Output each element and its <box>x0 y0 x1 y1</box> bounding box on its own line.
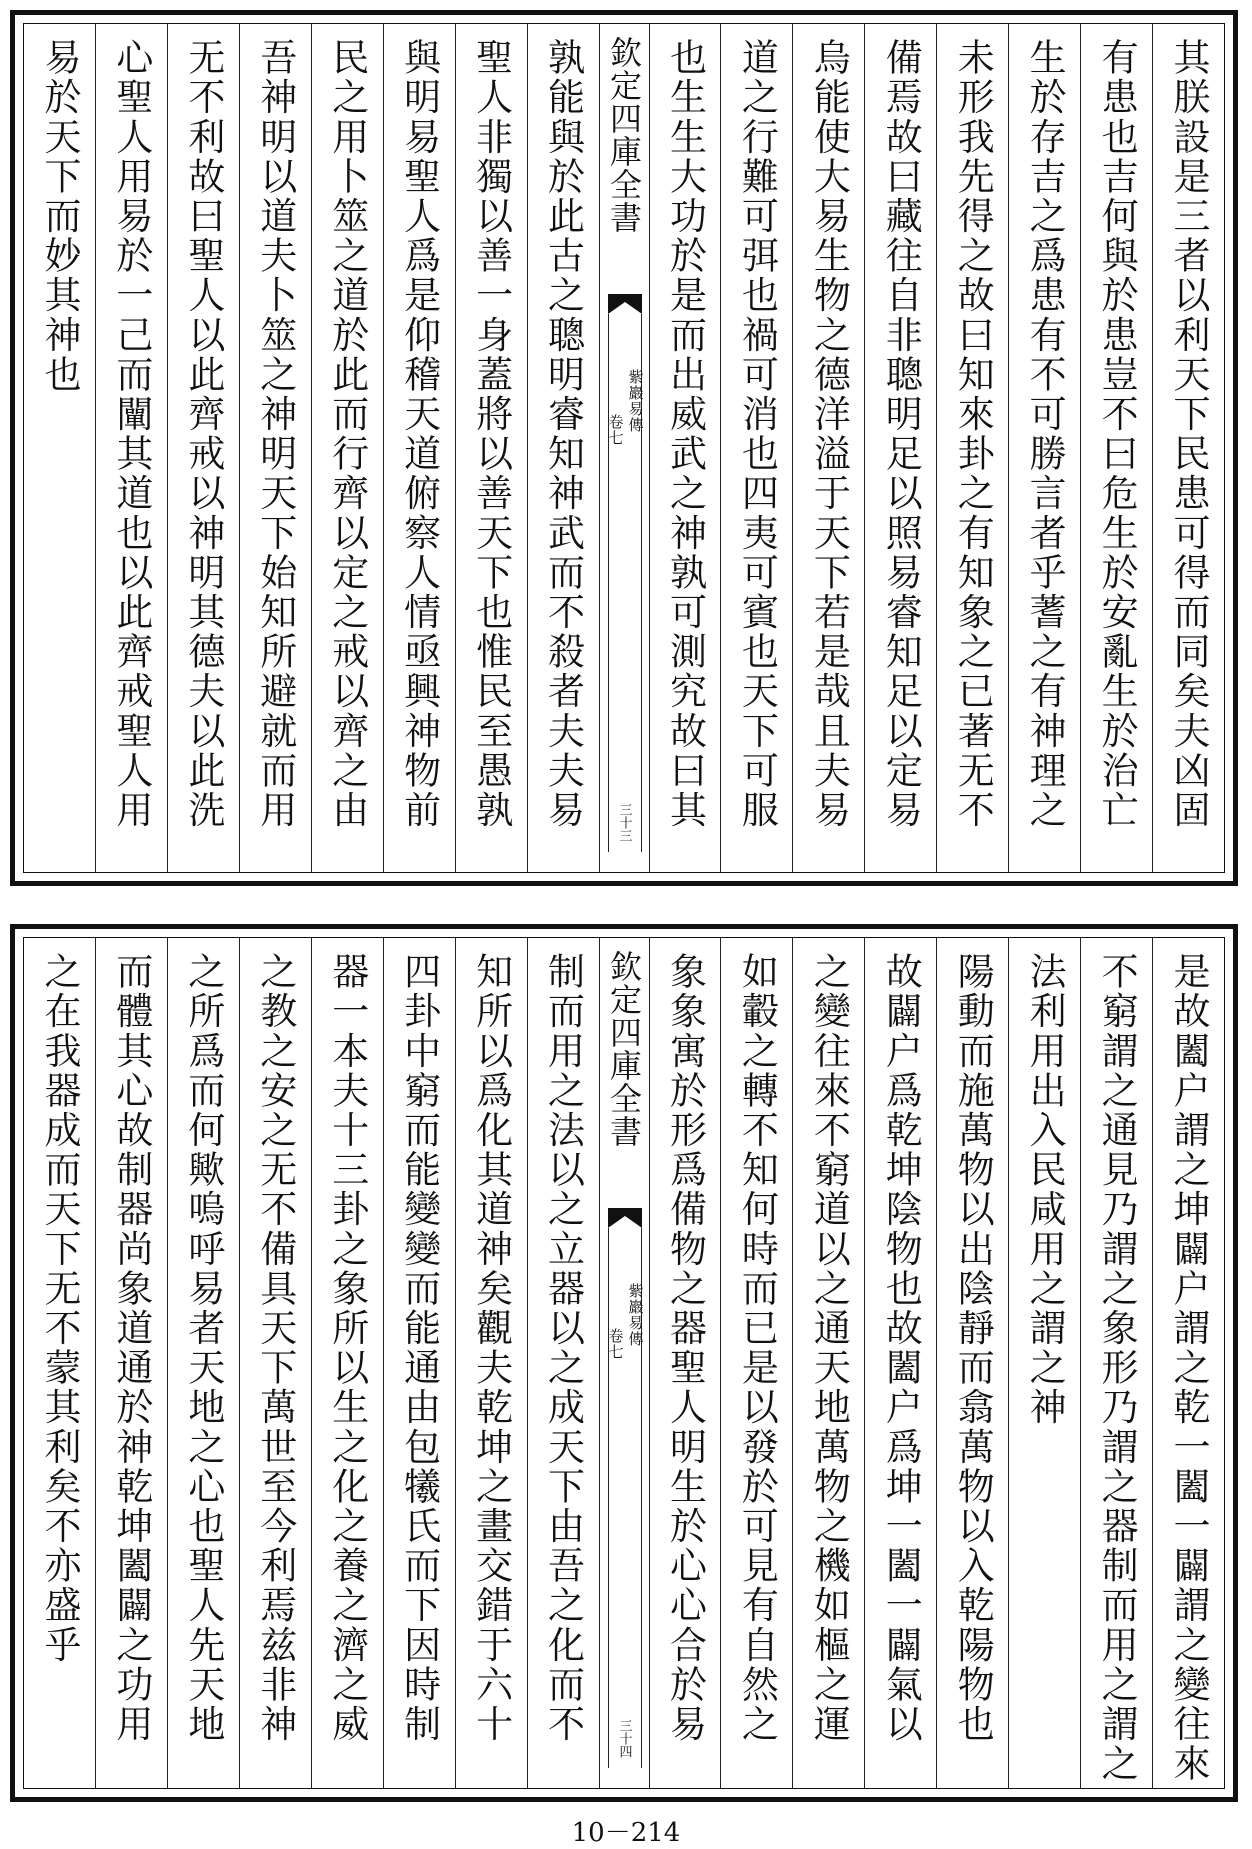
book-name: 紫巖易傳 <box>626 1283 645 1347</box>
fish-tail-mark-icon <box>608 294 642 314</box>
column-text: 无不利故曰聖人以此齊戒以神明其德夫以此洗 <box>181 38 225 830</box>
text-column <box>864 938 936 1788</box>
text-column <box>1152 24 1224 872</box>
text-column <box>24 24 95 872</box>
column-text: 如轂之轉不知何時而已是以發於可見有自然之 <box>735 952 779 1744</box>
book-name: 紫巖易傳 <box>626 369 645 433</box>
text-column <box>1080 24 1152 872</box>
page-number: 10－214 <box>571 1818 681 1848</box>
column-text: 有患也吉何與於患豈不曰危生於安亂生於治亡 <box>1095 38 1139 830</box>
text-column <box>649 24 721 872</box>
text-column <box>1008 938 1080 1788</box>
text-column <box>383 24 455 872</box>
text-column <box>792 24 864 872</box>
column-text: 烏能使大易生物之德洋溢于天下若是哉且夫易 <box>807 38 851 830</box>
bottom-page-text-frame <box>23 937 1225 1789</box>
text-column <box>239 938 311 1788</box>
text-column <box>24 938 95 1788</box>
column-text: 民之用卜筮之道於此而行齊以定之戒以齊之由 <box>325 38 369 830</box>
column-text: 其朕設是三者以利天下民患可得而同矣夫凶固 <box>1167 38 1211 830</box>
column-text: 器一本夫十三卦之象所以生之化之養之濟之威 <box>325 952 369 1744</box>
text-column <box>527 24 599 872</box>
juan-number: 卷七 <box>606 414 625 446</box>
library-title: 欽定四庫全書 <box>605 36 643 234</box>
column-text: 之所爲而何歟嗚呼易者天地之心也聖人先天地 <box>181 952 225 1744</box>
text-column <box>864 24 936 872</box>
text-column <box>792 938 864 1788</box>
column-text: 易於天下而妙其神也 <box>37 38 81 395</box>
text-column <box>649 938 721 1788</box>
column-text: 與明易聖人爲是仰稽天道俯察人情亟興神物前 <box>397 38 441 830</box>
column-text: 備焉故曰藏往自非聰明足以照易睿知足以定易 <box>879 38 923 830</box>
column-text: 道之行難可弭也禍可消也四夷可賓也天下可服 <box>735 38 779 830</box>
column-text: 陽動而施萬物以出陰靜而翕萬物以入乾陽物也 <box>951 952 995 1744</box>
column-text: 之教之安之无不備具天下萬世至今利焉兹非神 <box>253 952 297 1744</box>
bottom-page <box>10 924 1238 1802</box>
column-text: 之在我器成而天下无不蒙其利矣不亦盛乎 <box>37 952 81 1665</box>
text-column <box>455 24 527 872</box>
column-text: 孰能與於此古之聰明睿知神武而不殺者夫夫易 <box>541 38 585 830</box>
top-page-text-frame <box>23 23 1225 873</box>
text-column <box>167 24 239 872</box>
text-column <box>311 24 383 872</box>
column-text: 是故闔户謂之坤闢户謂之乾一闔一闢謂之變往來 <box>1167 952 1211 1784</box>
column-text: 吾神明以道夫卜筮之神明天下始知所避就而用 <box>253 38 297 830</box>
center-fold-column <box>599 24 649 872</box>
text-column <box>527 938 599 1788</box>
text-column <box>936 938 1008 1788</box>
text-column <box>455 938 527 1788</box>
text-column <box>720 938 792 1788</box>
column-text: 四卦中窮而能變變而能通由包犧氏而下因時制 <box>397 952 441 1744</box>
text-column <box>311 938 383 1788</box>
column-text: 心聖人用易於一己而闡其道也以此齊戒聖人用 <box>109 38 153 830</box>
text-column <box>1080 938 1152 1788</box>
column-text: 而體其心故制器尚象道通於神乾坤闔闢之功用 <box>109 952 153 1744</box>
column-text: 生於存吉之爲患有不可勝言者乎蓍之有神理之 <box>1023 38 1067 830</box>
text-column <box>383 938 455 1788</box>
text-column <box>1008 24 1080 872</box>
column-text: 制而用之法以之立器以之成天下由吾之化而不 <box>541 952 585 1744</box>
column-text: 知所以爲化其道神矣觀夫乾坤之畫交錯于六十 <box>469 952 513 1744</box>
column-text: 之變往來不窮道以之通天地萬物之機如樞之運 <box>807 952 851 1744</box>
library-title: 欽定四庫全書 <box>605 950 643 1148</box>
text-column <box>167 938 239 1788</box>
fish-tail-mark-icon <box>608 1208 642 1228</box>
column-text: 法利用出入民咸用之謂之神 <box>1023 952 1067 1428</box>
column-text: 不窮謂之通見乃謂之象形乃謂之器制而用之謂之 <box>1095 952 1139 1784</box>
column-text: 聖人非獨以善一身蓋將以善天下也惟民至愚孰 <box>469 38 513 830</box>
folio-number: 三十三 <box>616 803 632 842</box>
column-text: 故闢户爲乾坤陰物也故闔户爲坤一闔一闢氣以 <box>879 952 923 1744</box>
column-text: 象象寓於形爲備物之器聖人明生於心心合於易 <box>663 952 707 1744</box>
text-column <box>239 24 311 872</box>
top-page <box>10 10 1238 886</box>
text-column <box>936 24 1008 872</box>
column-text: 未形我先得之故曰知來卦之有知象之已著无不 <box>951 38 995 830</box>
text-column <box>95 24 167 872</box>
center-fold-column <box>599 938 649 1788</box>
column-text: 也生生大功於是而出威武之神孰可測究故曰其 <box>663 38 707 830</box>
juan-number: 卷七 <box>606 1328 625 1360</box>
folio-number: 三十四 <box>616 1719 632 1758</box>
text-column <box>720 24 792 872</box>
text-column <box>95 938 167 1788</box>
text-column <box>1152 938 1224 1788</box>
